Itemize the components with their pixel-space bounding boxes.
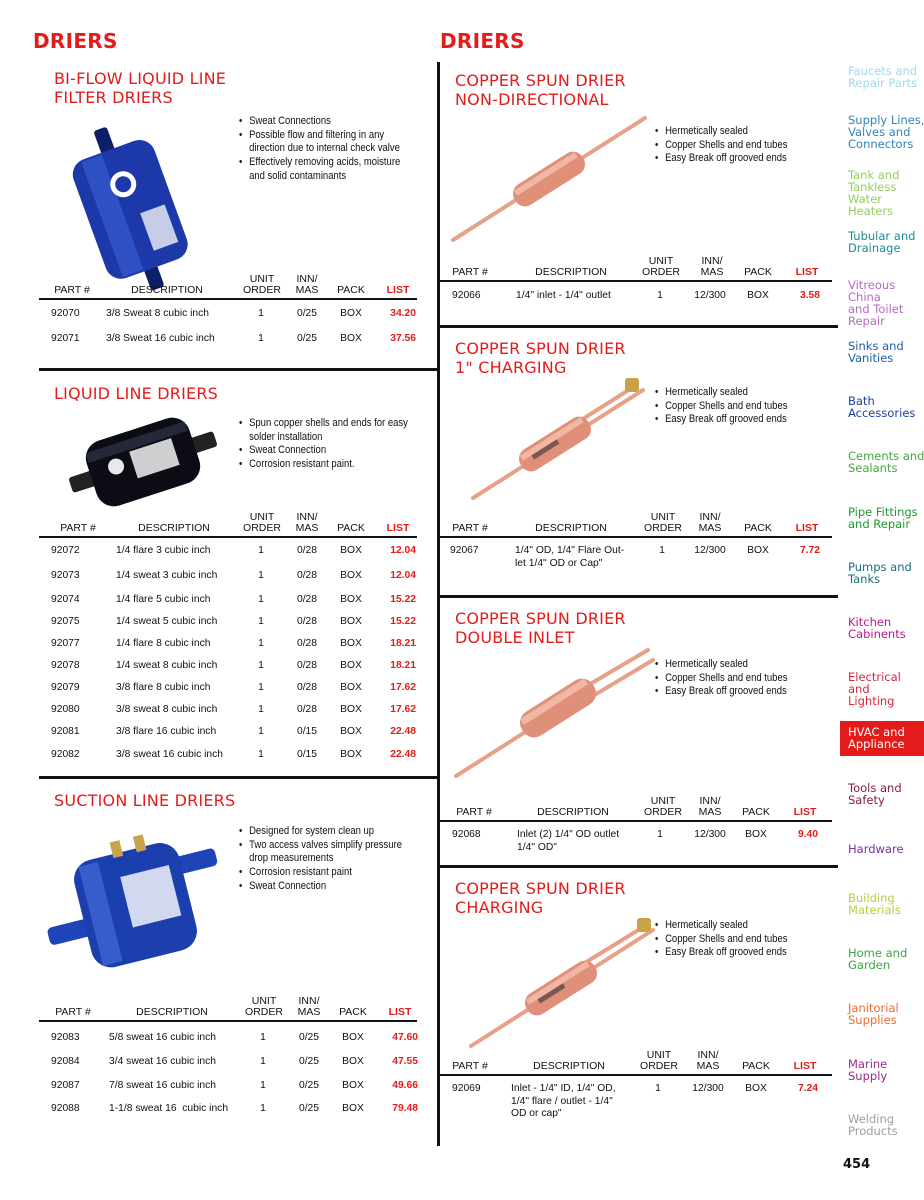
sidebar-item-supply-lines[interactable]: Supply Lines, Valves and Connectors <box>848 113 924 151</box>
part-number: 92083 <box>51 1032 80 1043</box>
section-double-inlet <box>440 606 832 861</box>
page-header-left: DRIERS <box>33 29 118 53</box>
pack: BOX <box>340 545 362 556</box>
description: Inlet - 1/4" ID, 1/4" OD, 1/4" flare / outlet - 1/4" OD or cap" <box>511 1083 616 1119</box>
unit-order: 1 <box>260 1080 266 1091</box>
section-1-inch-charging <box>440 336 832 591</box>
col-unit-order: UNIT ORDER <box>644 511 682 534</box>
section-divider <box>39 776 437 779</box>
description: 1/4" inlet - 1/4" outlet <box>516 290 611 301</box>
pack: BOX <box>747 290 769 301</box>
feature-item: • Sweat Connections <box>239 115 415 129</box>
feature-list <box>239 825 415 894</box>
inn-mas: 0/28 <box>296 594 318 605</box>
section-title: COPPER SPUN DRIER CHARGING <box>455 879 626 917</box>
sidebar-item-sinks[interactable]: Sinks and Vanities <box>848 339 904 365</box>
copper-spun-drier-image <box>445 110 655 250</box>
pack: BOX <box>340 660 362 671</box>
part-number: 92071 <box>51 333 80 344</box>
sidebar-item-tools[interactable]: Tools and Safety <box>848 781 902 807</box>
unit-order: 1 <box>258 308 264 319</box>
list-price: 49.66 <box>392 1080 418 1091</box>
part-number: 92068 <box>452 829 481 840</box>
col-unit-order: UNIT ORDER <box>644 795 682 818</box>
inn-mas: 0/28 <box>296 704 318 715</box>
part-number: 92080 <box>51 704 80 715</box>
description: Inlet (2) 1/4" OD outlet 1/4" OD" <box>517 829 620 853</box>
section-divider <box>437 865 838 868</box>
inn-mas: 0/15 <box>296 749 318 760</box>
section-title: COPPER SPUN DRIER 1" CHARGING <box>455 339 626 377</box>
description: 1/4" OD, 1/4" Flare Out- let 1/4" OD or Cap" <box>515 545 625 569</box>
unit-order: 1 <box>258 545 264 556</box>
section-title: COPPER SPUN DRIER NON-DIRECTIONAL <box>455 71 626 109</box>
feature-item: • Hermetically sealed <box>655 658 831 672</box>
description: 3/8 sweat 16 cubic inch <box>116 749 224 760</box>
feature-item: • Sweat Connection <box>239 444 415 458</box>
list-price: 7.72 <box>799 545 820 556</box>
feature-list <box>655 125 831 166</box>
inn-mas: 0/25 <box>296 333 318 344</box>
part-number: 92087 <box>51 1080 80 1091</box>
list-price: 7.24 <box>797 1083 818 1094</box>
list-price: 15.22 <box>390 616 416 627</box>
pack: BOX <box>340 749 362 760</box>
col-list: LIST <box>386 522 410 534</box>
feature-item: • Corrosion resistant paint <box>239 866 415 880</box>
col-pack: PACK <box>339 1006 367 1018</box>
sidebar-item-faucets[interactable]: Faucets and Repair Parts <box>848 64 918 90</box>
unit-order: 1 <box>260 1056 266 1067</box>
pack: BOX <box>340 570 362 581</box>
part-number: 92084 <box>51 1056 80 1067</box>
list-price: 34.20 <box>390 308 416 319</box>
unit-order: 1 <box>657 829 663 840</box>
table-header <box>440 792 832 822</box>
list-price: 9.40 <box>797 829 818 840</box>
col-inn-mas: INN/ MAS <box>297 995 321 1018</box>
blue-filter-drier-image <box>42 120 227 295</box>
feature-list <box>239 115 415 184</box>
feature-item: • Copper Shells and end tubes <box>655 400 831 414</box>
unit-order: 1 <box>258 726 264 737</box>
inn-mas: 0/25 <box>298 1032 320 1043</box>
sidebar-item-welding[interactable]: Welding Products <box>848 1112 898 1138</box>
part-number: 92077 <box>51 638 80 649</box>
description: 3/8 flare 8 cubic inch <box>116 682 211 693</box>
list-price: 79.48 <box>392 1103 418 1114</box>
part-number: 92066 <box>452 290 481 301</box>
col-part: PART # <box>456 806 492 818</box>
col-description: DESCRIPTION <box>535 266 607 278</box>
inn-mas: 0/25 <box>298 1056 320 1067</box>
unit-order: 1 <box>258 570 264 581</box>
pack: BOX <box>340 638 362 649</box>
feature-item: • Hermetically sealed <box>655 919 831 933</box>
inn-mas: 0/28 <box>296 682 318 693</box>
part-number: 92067 <box>450 545 479 556</box>
section-title: COPPER SPUN DRIER DOUBLE INLET <box>455 609 626 647</box>
description: 1/4 sweat 8 cubic inch <box>116 660 218 671</box>
pack: BOX <box>745 829 767 840</box>
col-pack: PACK <box>337 284 365 296</box>
inn-mas: 0/25 <box>298 1080 320 1091</box>
unit-order: 1 <box>657 290 663 301</box>
sidebar-item-hardware[interactable]: Hardware <box>848 842 904 856</box>
description: 3/8 Sweat 8 cubic inch <box>106 308 210 319</box>
description: 1/4 flare 5 cubic inch <box>116 594 211 605</box>
copper-double-inlet-drier-image <box>448 646 658 786</box>
inn-mas: 0/15 <box>296 726 318 737</box>
col-description: DESCRIPTION <box>533 1060 605 1072</box>
sidebar-item-marine[interactable]: Marine Supply <box>848 1057 888 1083</box>
feature-item: • Copper Shells and end tubes <box>655 139 831 153</box>
description: 3/8 flare 16 cubic inch <box>116 726 217 737</box>
unit-order: 1 <box>258 749 264 760</box>
col-unit-order: UNIT ORDER <box>640 1049 678 1072</box>
inn-mas: 0/25 <box>298 1103 320 1114</box>
inn-mas: 12/300 <box>694 829 726 840</box>
col-inn-mas: INN/ MAS <box>698 511 722 534</box>
unit-order: 1 <box>258 616 264 627</box>
page-header-right: DRIERS <box>440 29 525 53</box>
list-price: 15.22 <box>390 594 416 605</box>
col-inn-mas: INN/ MAS <box>295 273 319 296</box>
pack: BOX <box>340 594 362 605</box>
table-header <box>440 1046 832 1076</box>
col-description: DESCRIPTION <box>537 806 609 818</box>
description: 1/4 flare 3 cubic inch <box>116 545 211 556</box>
copper-charging-drier-image <box>465 914 665 1054</box>
col-inn-mas: INN/ MAS <box>698 795 722 818</box>
inn-mas: 0/28 <box>296 545 318 556</box>
col-inn-mas: INN/ MAS <box>295 511 319 534</box>
part-number: 92078 <box>51 660 80 671</box>
section-divider <box>437 325 838 328</box>
unit-order: 1 <box>258 594 264 605</box>
feature-list <box>655 386 831 427</box>
feature-item: • Easy Break off grooved ends <box>655 413 831 427</box>
blue-suction-line-drier-image <box>41 828 231 978</box>
sidebar-item-bath[interactable]: Bath Accessories <box>848 394 916 420</box>
feature-item: • Designed for system clean up <box>239 825 415 839</box>
unit-order: 1 <box>258 682 264 693</box>
unit-order: 1 <box>659 545 665 556</box>
list-price: 18.21 <box>390 660 416 671</box>
unit-order: 1 <box>260 1032 266 1043</box>
section-title: SUCTION LINE DRIERS <box>54 791 236 810</box>
sidebar-item-electrical[interactable]: Electrical and Lighting <box>848 670 901 708</box>
feature-item: • Hermetically sealed <box>655 125 831 139</box>
col-part: PART # <box>452 1060 488 1072</box>
description: 3/8 Sweat 16 cubic inch <box>106 333 215 344</box>
feature-item: • Easy Break off grooved ends <box>655 946 831 960</box>
sidebar-item-vitreous-china[interactable]: Vitreous China and Toilet Repair <box>848 278 904 328</box>
section-biflow <box>39 65 417 365</box>
col-inn-mas: INN/ MAS <box>700 255 724 278</box>
description: 7/8 sweat 16 cubic inch <box>109 1080 217 1091</box>
unit-order: 1 <box>260 1103 266 1114</box>
table-header <box>39 992 417 1022</box>
sidebar-item-home-garden[interactable]: Home and Garden <box>848 946 908 972</box>
pack: BOX <box>340 308 362 319</box>
col-pack: PACK <box>744 522 772 534</box>
sidebar-item-pumps[interactable]: Pumps and Tanks <box>848 560 912 586</box>
col-description: DESCRIPTION <box>136 1006 208 1018</box>
unit-order: 1 <box>258 704 264 715</box>
col-list: LIST <box>793 1060 817 1072</box>
part-number: 92082 <box>51 749 80 760</box>
col-list: LIST <box>793 806 817 818</box>
feature-item: • Effectively removing acids, moisture and solid contaminants <box>239 156 415 183</box>
table-header <box>39 270 417 300</box>
col-unit-order: UNIT ORDER <box>243 273 281 296</box>
sidebar-item-cements[interactable]: Cements and Sealants <box>848 449 924 475</box>
section-charging <box>440 876 832 1141</box>
part-number: 92079 <box>51 682 80 693</box>
page-number: 454 <box>843 1157 871 1172</box>
list-price: 37.56 <box>390 333 416 344</box>
section-suction-line <box>39 788 417 1128</box>
pack: BOX <box>342 1103 364 1114</box>
description: 3/4 sweat 16 cubic inch <box>109 1056 217 1067</box>
list-price: 22.48 <box>390 726 416 737</box>
section-liquid-line <box>39 380 417 770</box>
col-pack: PACK <box>742 806 770 818</box>
col-inn-mas: INN/ MAS <box>696 1049 720 1072</box>
inn-mas: 0/28 <box>296 660 318 671</box>
pack: BOX <box>342 1056 364 1067</box>
feature-item: • Easy Break off grooved ends <box>655 685 831 699</box>
sidebar-item-pipe-fittings[interactable]: Pipe Fittings and Repair <box>848 505 918 531</box>
section-divider <box>437 595 838 598</box>
col-unit-order: UNIT ORDER <box>245 995 283 1018</box>
description: 1/4 sweat 3 cubic inch <box>116 570 218 581</box>
pack: BOX <box>340 616 362 627</box>
part-number: 92072 <box>51 545 80 556</box>
description: 1/4 flare 8 cubic inch <box>116 638 211 649</box>
col-pack: PACK <box>744 266 772 278</box>
table-header <box>440 252 832 282</box>
inn-mas: 12/300 <box>694 290 726 301</box>
col-list: LIST <box>386 284 410 296</box>
table-header <box>440 508 832 538</box>
list-price: 18.21 <box>390 638 416 649</box>
inn-mas: 0/28 <box>296 616 318 627</box>
list-price: 47.60 <box>392 1032 418 1043</box>
feature-item: • Corrosion resistant paint. <box>239 458 415 472</box>
section-title: LIQUID LINE DRIERS <box>54 384 218 403</box>
part-number: 92081 <box>51 726 80 737</box>
sidebar-item-water-heaters[interactable]: Tank and Tankless Water Heaters <box>848 168 900 218</box>
part-number: 92070 <box>51 308 80 319</box>
pack: BOX <box>340 704 362 715</box>
pack: BOX <box>342 1080 364 1091</box>
list-price: 17.62 <box>390 682 416 693</box>
feature-item: • Two access valves simplify pressure drop measurements <box>239 839 415 866</box>
col-unit-order: UNIT ORDER <box>642 255 680 278</box>
sidebar-item-tubular[interactable]: Tubular and Drainage <box>848 229 916 255</box>
unit-order: 1 <box>258 660 264 671</box>
col-description: DESCRIPTION <box>138 522 210 534</box>
sidebar-item-hvac[interactable]: HVAC and Appliance <box>840 721 924 756</box>
col-part: PART # <box>452 266 488 278</box>
part-number: 92088 <box>51 1103 80 1114</box>
part-number: 92069 <box>452 1083 481 1094</box>
col-part: PART # <box>452 522 488 534</box>
unit-order: 1 <box>258 638 264 649</box>
col-list: LIST <box>795 266 819 278</box>
list-price: 12.04 <box>390 545 416 556</box>
pack: BOX <box>745 1083 767 1094</box>
description: 1/4 sweat 5 cubic inch <box>116 616 218 627</box>
inn-mas: 12/300 <box>692 1083 724 1094</box>
feature-item: • Easy Break off grooved ends <box>655 152 831 166</box>
feature-list <box>239 417 415 472</box>
feature-list <box>655 658 831 699</box>
pack: BOX <box>747 545 769 556</box>
sidebar-item-janitorial[interactable]: Janitorial Supplies <box>848 1001 899 1027</box>
pack: BOX <box>340 726 362 737</box>
list-price: 22.48 <box>390 749 416 760</box>
feature-item: • Spun copper shells and ends for easy solder installation <box>239 417 415 444</box>
inn-mas: 0/28 <box>296 638 318 649</box>
list-price: 12.04 <box>390 570 416 581</box>
col-unit-order: UNIT ORDER <box>243 511 281 534</box>
col-part: PART # <box>55 1006 91 1018</box>
pack: BOX <box>342 1032 364 1043</box>
col-pack: PACK <box>337 522 365 534</box>
list-price: 17.62 <box>390 704 416 715</box>
feature-item: • Copper Shells and end tubes <box>655 672 831 686</box>
black-liquid-line-drier-image <box>61 410 226 515</box>
inn-mas: 12/300 <box>694 545 726 556</box>
table-header <box>39 508 417 538</box>
part-number: 92073 <box>51 570 80 581</box>
description: 5/8 sweat 16 cubic inch <box>109 1032 217 1043</box>
part-number: 92074 <box>51 594 80 605</box>
inn-mas: 0/25 <box>296 308 318 319</box>
copper-charging-drier-image <box>465 376 655 506</box>
feature-item: • Copper Shells and end tubes <box>655 933 831 947</box>
col-description: DESCRIPTION <box>535 522 607 534</box>
unit-order: 1 <box>258 333 264 344</box>
feature-item: • Possible flow and filtering in any direction due to internal check valve <box>239 129 415 156</box>
col-list: LIST <box>388 1006 412 1018</box>
sidebar-item-kitchen[interactable]: Kitchen Cabinents <box>848 615 906 641</box>
col-description: DESCRIPTION <box>131 284 203 296</box>
feature-list <box>655 919 831 960</box>
col-pack: PACK <box>742 1060 770 1072</box>
section-non-directional <box>440 68 832 318</box>
feature-item: • Hermetically sealed <box>655 386 831 400</box>
list-price: 3.58 <box>799 290 820 301</box>
col-part: PART # <box>54 284 90 296</box>
section-divider <box>39 368 437 371</box>
sidebar-item-building[interactable]: Building Materials <box>848 891 901 917</box>
col-list: LIST <box>795 522 819 534</box>
unit-order: 1 <box>655 1083 661 1094</box>
description: 1-1/8 sweat 16 cubic inch <box>109 1103 229 1114</box>
section-title: BI-FLOW LIQUID LINE FILTER DRIERS <box>54 69 227 107</box>
pack: BOX <box>340 682 362 693</box>
pack: BOX <box>340 333 362 344</box>
feature-item: • Sweat Connection <box>239 880 415 894</box>
description: 3/8 sweat 8 cubic inch <box>116 704 218 715</box>
list-price: 47.55 <box>392 1056 418 1067</box>
inn-mas: 0/28 <box>296 570 318 581</box>
part-number: 92075 <box>51 616 80 627</box>
col-part: PART # <box>60 522 96 534</box>
